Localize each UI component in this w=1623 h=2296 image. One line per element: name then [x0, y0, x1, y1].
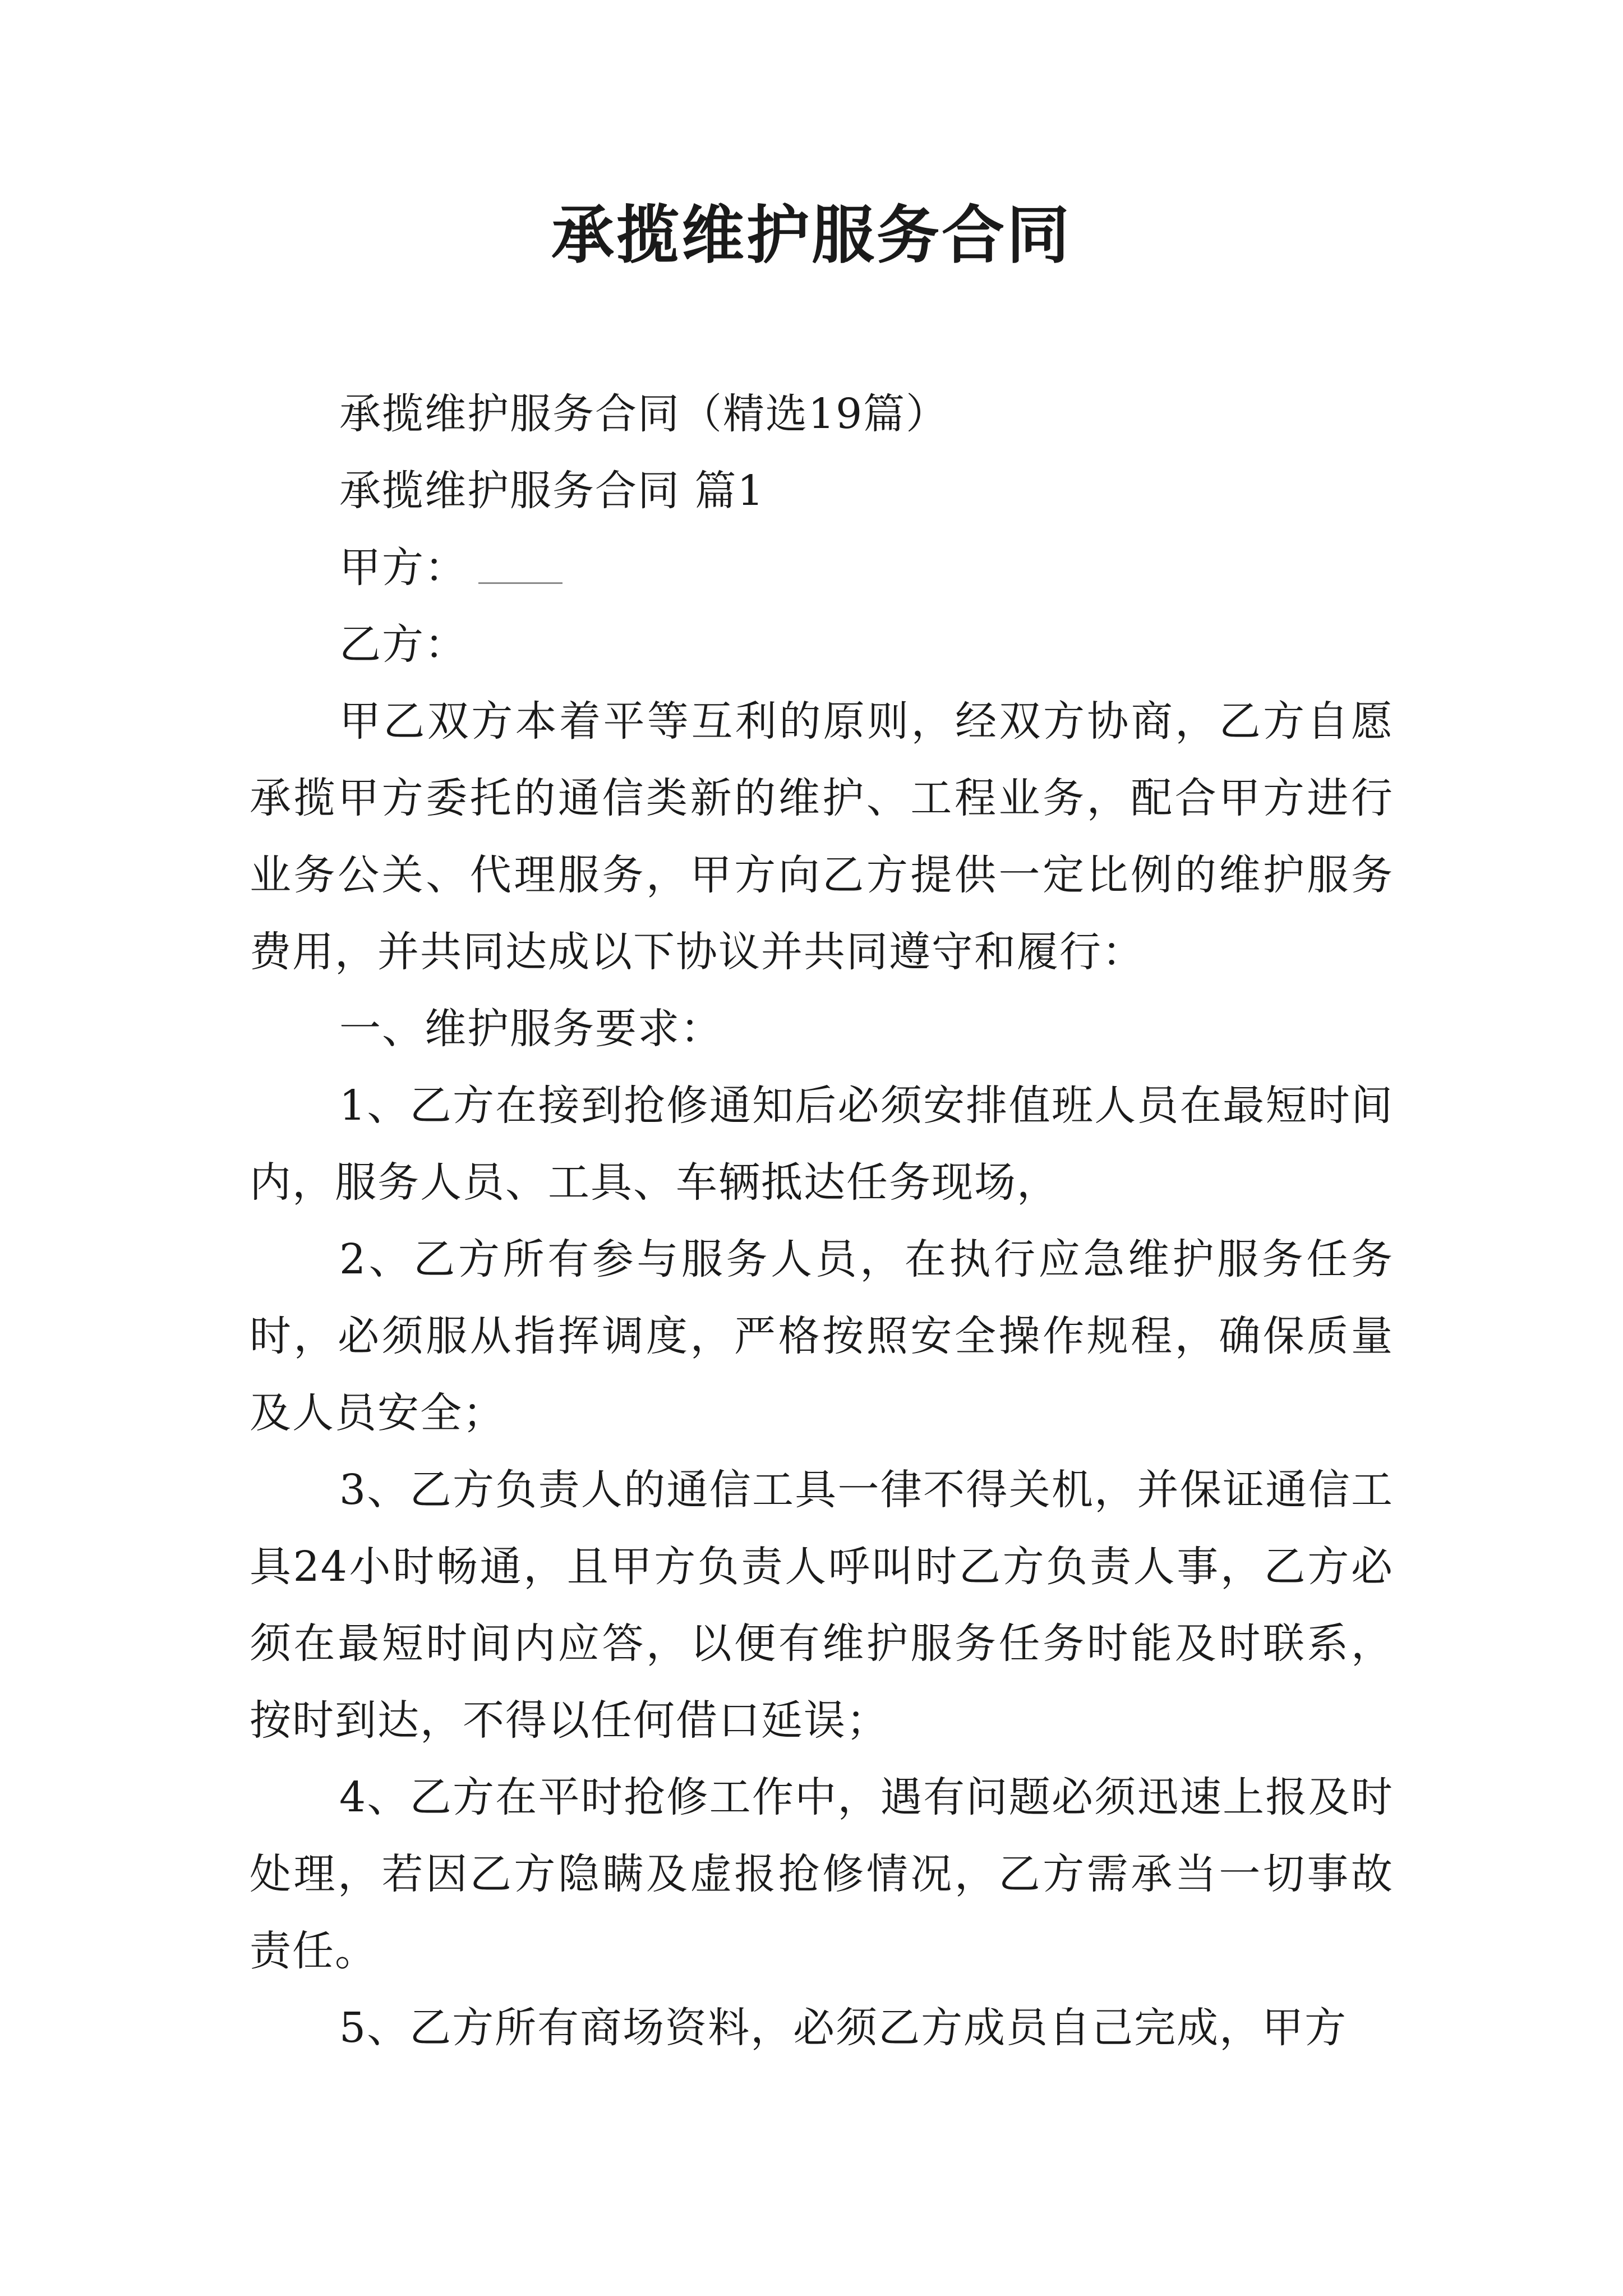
party-a-label: 甲方：	[339, 544, 467, 592]
party-b-line	[250, 606, 1394, 683]
clause-item-2: 2、乙方所有参与服务人员，在执行应急维护服务任务时，必须服从指挥调度，严格按照安全操作规程，确保质量及人员安全；	[250, 1235, 1394, 1437]
party-a-line	[250, 530, 1394, 606]
document-subtitle: 承揽维护服务合同（精选19篇）	[339, 390, 949, 438]
clause-item-4: 4、乙方在平时抢修工作中，遇有问题必须迅速上报及时处理，若因乙方隐瞒及虚报抢修情况，乙方需承当一切事故责任。	[250, 1773, 1394, 1975]
clause-item-1: 1、乙方在接到抢修通知后必须安排值班人员在最短时间内，服务人员、工具、车辆抵达任务现场，	[250, 1082, 1394, 1207]
clause-item-5: 5、乙方所有商场资料，必须乙方成员自己完成，甲方	[339, 2004, 1348, 2052]
document-title: 承揽维护服务合同	[551, 199, 1072, 272]
document-body	[250, 376, 1394, 2067]
intro-paragraph: 甲乙双方本着平等互利的原则，经双方协商，乙方自愿承揽甲方委托的通信类新的维护、工程业务，配合甲方进行业务公关、代理服务，甲方向乙方提供一定比例的维护服务费用，并共同达成以下协议并共同遵守和履行：	[250, 697, 1394, 976]
clause-heading: 一、维护服务要求：	[339, 1005, 723, 1053]
section-heading: 承揽维护服务合同 篇1	[339, 467, 765, 515]
party-b-label: 乙方：	[339, 620, 467, 669]
clause-item-3: 3、乙方负责人的通信工具一律不得关机，并保证通信工具24小时畅通，且甲方负责人呼叫时乙方负责人事，乙方必须在最短时间内应答，以便有维护服务任务时能及时联系，按时到达，不得以任何借口延误；	[250, 1466, 1394, 1745]
party-a-blank	[478, 549, 562, 584]
